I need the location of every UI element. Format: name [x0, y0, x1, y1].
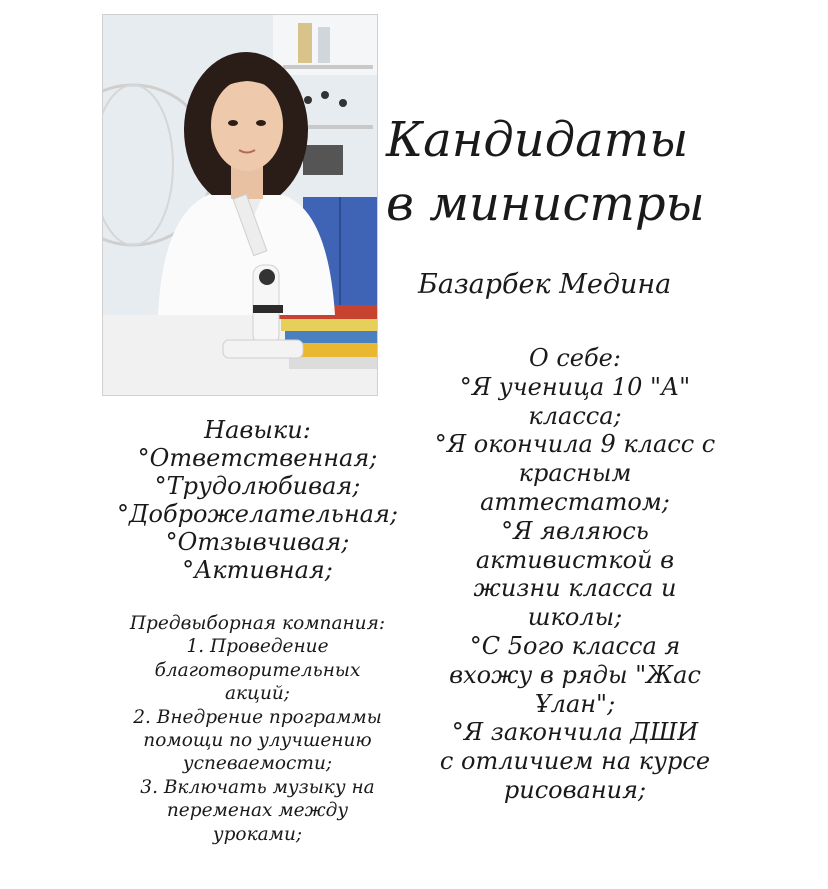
- about-section: [420, 344, 730, 805]
- page-title: [386, 108, 822, 236]
- campaign-line: 1. Проведение: [186, 636, 329, 658]
- about-heading: О себе:: [529, 344, 621, 372]
- skill-item: °Трудолюбивая;: [154, 472, 361, 500]
- campaign-line: переменах между: [166, 800, 349, 822]
- about-line: с отличием на курсе: [439, 747, 711, 776]
- about-line: класса;: [528, 401, 622, 430]
- about-line: °Я окончила 9 класс с: [434, 430, 716, 459]
- about-line: школы;: [527, 603, 623, 632]
- about-line: Ұлан";: [534, 689, 616, 718]
- skill-item: °Ответственная;: [137, 444, 378, 472]
- about-line: °Я закончила ДШИ: [451, 718, 699, 747]
- about-line: рисования;: [503, 775, 647, 804]
- about-line: °Я являюсь: [501, 516, 649, 545]
- skill-item: °Доброжелательная;: [117, 500, 398, 528]
- skill-item: °Отзывчивая;: [165, 528, 350, 556]
- about-line: красным: [518, 459, 632, 488]
- campaign-line: успеваемости;: [182, 753, 333, 775]
- about-line: аттестатом;: [480, 487, 670, 516]
- about-line: жизни класса и: [473, 574, 677, 603]
- campaign-line: 3. Включать музыку на: [140, 776, 375, 798]
- campaign-heading: Предвыборная компания:: [129, 613, 386, 634]
- candidate-name: Базарбек Медина: [418, 269, 672, 300]
- campaign-line: уроками;: [212, 823, 303, 845]
- skills-section: [110, 416, 405, 584]
- portrait-photo-icon: [103, 15, 377, 395]
- campaign-line: помощи по улучшению: [143, 730, 372, 752]
- campaign-line: акций;: [224, 683, 291, 705]
- about-line: °Я ученица 10 "А": [459, 372, 691, 401]
- about-line: °С 5ого класса я: [469, 631, 681, 660]
- about-line: вхожу в ряды "Жас: [449, 660, 701, 689]
- campaign-line: 2. Внедрение программы: [133, 706, 382, 728]
- skill-item: °Активная;: [182, 556, 333, 584]
- skills-heading: Навыки:: [204, 416, 311, 444]
- campaign-section: [105, 612, 410, 846]
- title-line-2: в министры: [386, 176, 705, 232]
- title-line-1: Кандидаты: [386, 112, 689, 168]
- candidate-photo: [102, 14, 378, 396]
- about-line: активисткой в: [475, 545, 675, 574]
- campaign-line: благотворительных: [154, 659, 361, 681]
